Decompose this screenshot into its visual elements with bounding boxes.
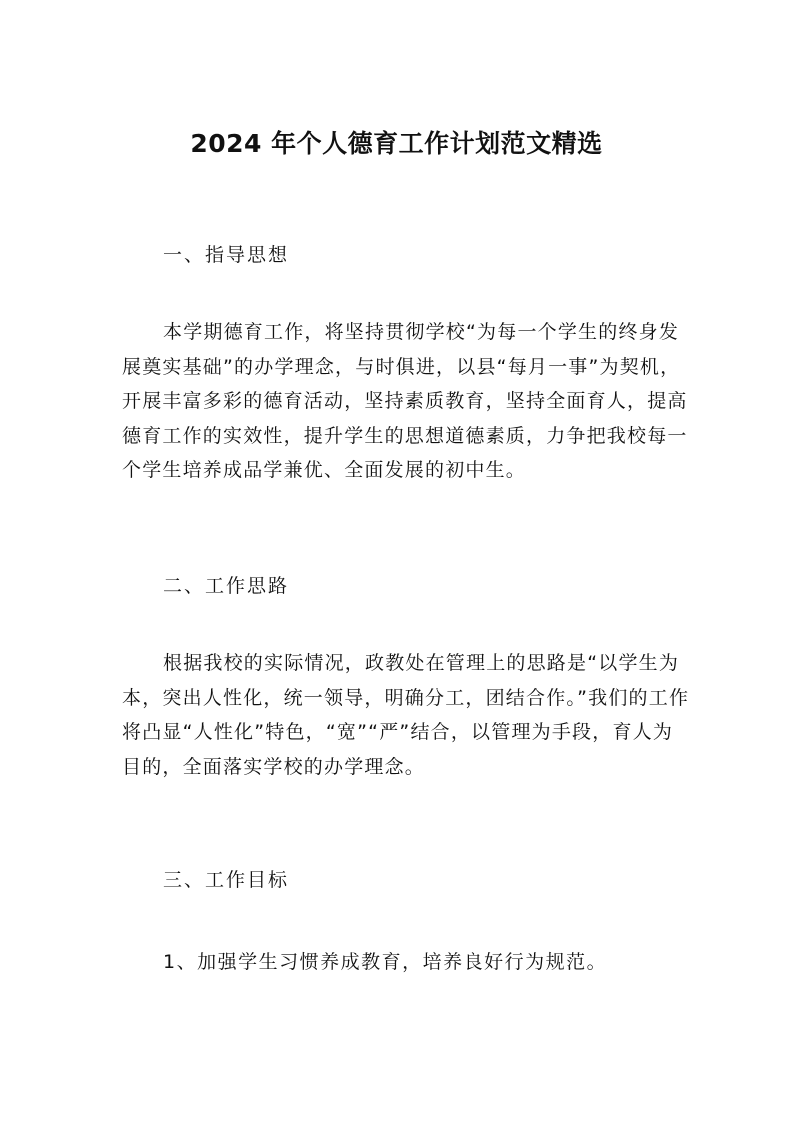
document-title: 2024 年个人德育工作计划范文精选	[190, 129, 603, 158]
section-heading-work-goals: 三、工作目标	[163, 869, 290, 891]
section-paragraph-guiding-ideology: 本学期德育工作，将坚持贯彻学校“为每一个学生的终身发展奠实基础”的办学理念，与时俱进，以县“每月一事”为契机，开展丰富多彩的德育活动，坚持素质教育，坚持全面育人，提高德育工作的实效性，提升学生的思想道德素质，力争把我校每一个学生培养成品学兼优、全面发展的初中生。	[122, 321, 688, 481]
goal-list-item: 1、加强学生习惯养成教育，培养良好行为规范。	[163, 951, 608, 973]
section-paragraph-work-approach: 根据我校的实际情况，政教处在管理上的思路是“以学生为本，突出人性化，统一领导，明确分工，团结合作。”我们的工作将凸显“人性化”特色，“宽”“严”结合，以管理为手段，育人为目的，全面落实学校的办学理念。	[122, 652, 690, 778]
section-heading-work-approach: 二、工作思路	[163, 575, 290, 597]
section-heading-guiding-ideology: 一、指导思想	[163, 244, 290, 266]
